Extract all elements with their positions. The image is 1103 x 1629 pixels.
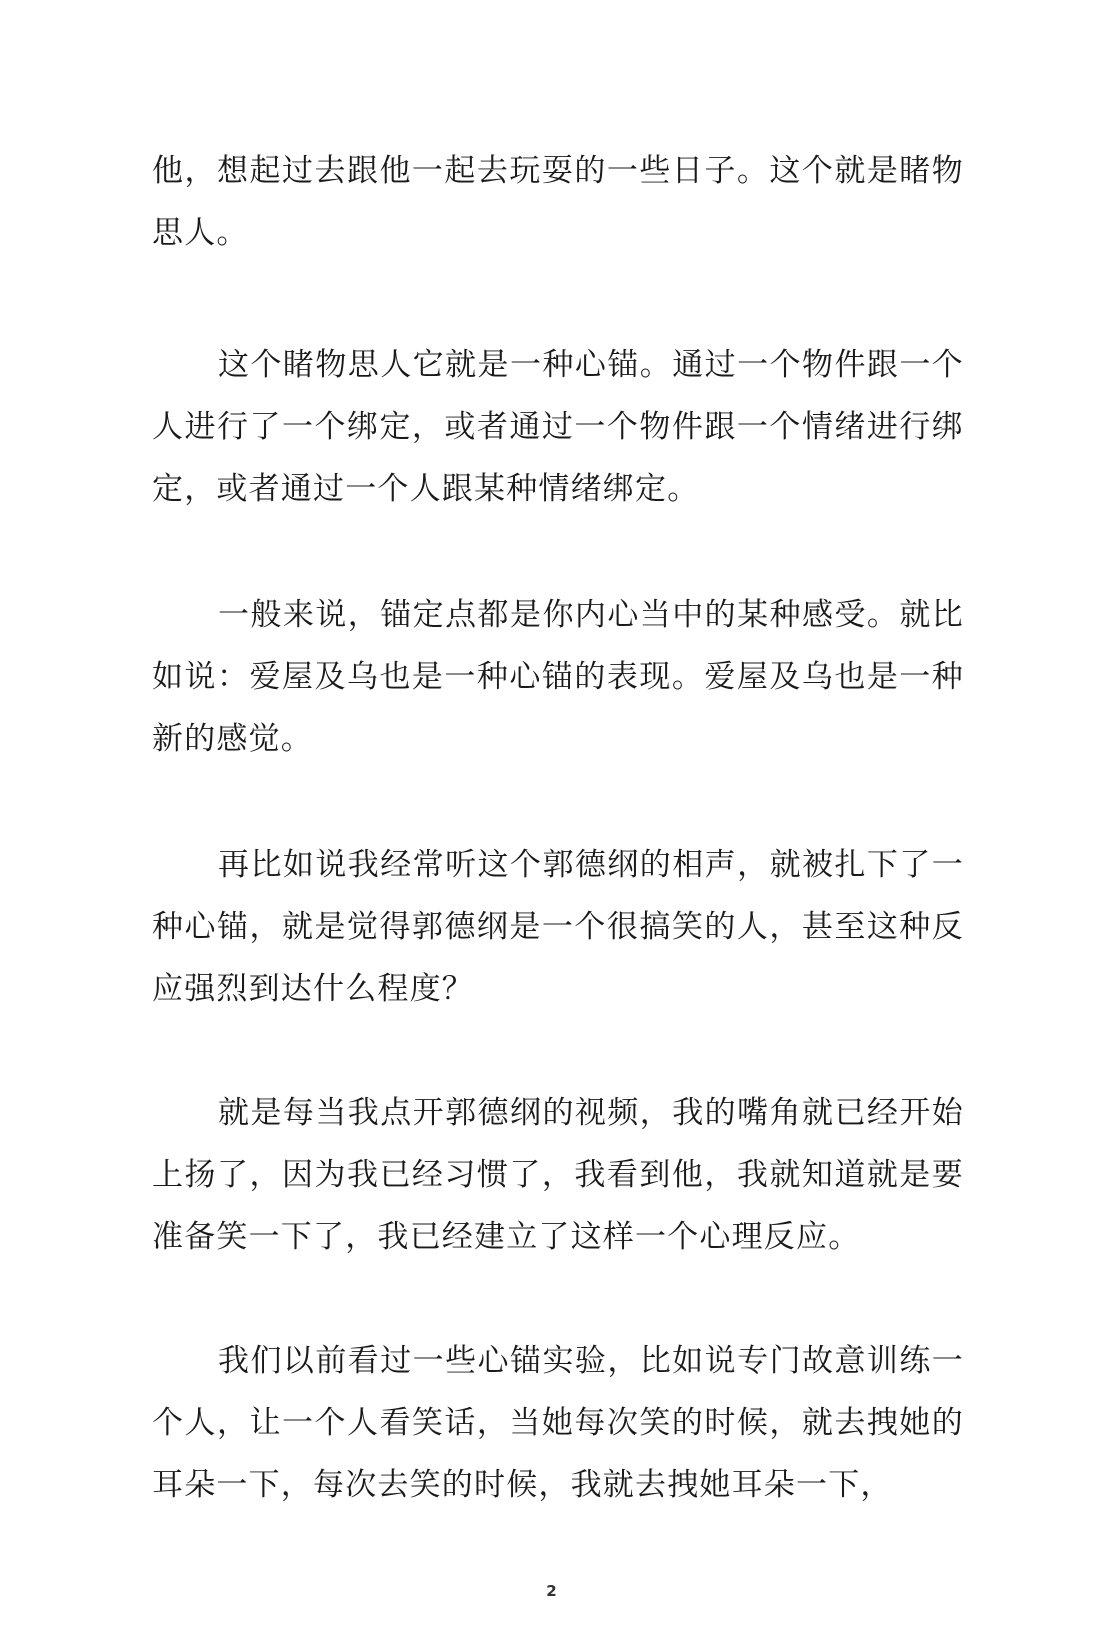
paragraph-continuation: 他，想起过去跟他一起去玩耍的一些日子。这个就是睹物思人。 — [152, 153, 964, 251]
paragraph-anchor-point: 一般来说，锚定点都是你内心当中的某种感受。就比如说：爱屋及乌也是一种心锚的表现。爱屋及乌也是一种新的感觉。 — [152, 597, 964, 757]
paragraph-guo-degang-example: 再比如说我经常听这个郭德纲的相声，就被扎下了一种心锚，就是觉得郭德纲是一个很搞笑的人，甚至这种反应强烈到达什么程度？ — [152, 847, 964, 1007]
paragraph-psychological-reaction: 就是每当我点开郭德纲的视频，我的嘴角就已经开始上扬了，因为我已经习惯了，我看到他，我就知道就是要准备笑一下了，我已经建立了这样一个心理反应。 — [152, 1095, 964, 1255]
paragraph-anchor-experiment: 我们以前看过一些心锚实验，比如说专门故意训练一个人，让一个人看笑话，当她每次笑的时候，就去拽她的耳朵一下，每次去笑的时候，我就去拽她耳朵一下， — [152, 1343, 964, 1503]
paragraph-mind-anchor-definition: 这个睹物思人它就是一种心锚。通过一个物件跟一个人进行了一个绑定，或者通过一个物件跟一个情绪进行绑定，或者通过一个人跟某种情绪绑定。 — [152, 347, 964, 507]
page-number: 2 — [546, 1582, 557, 1600]
